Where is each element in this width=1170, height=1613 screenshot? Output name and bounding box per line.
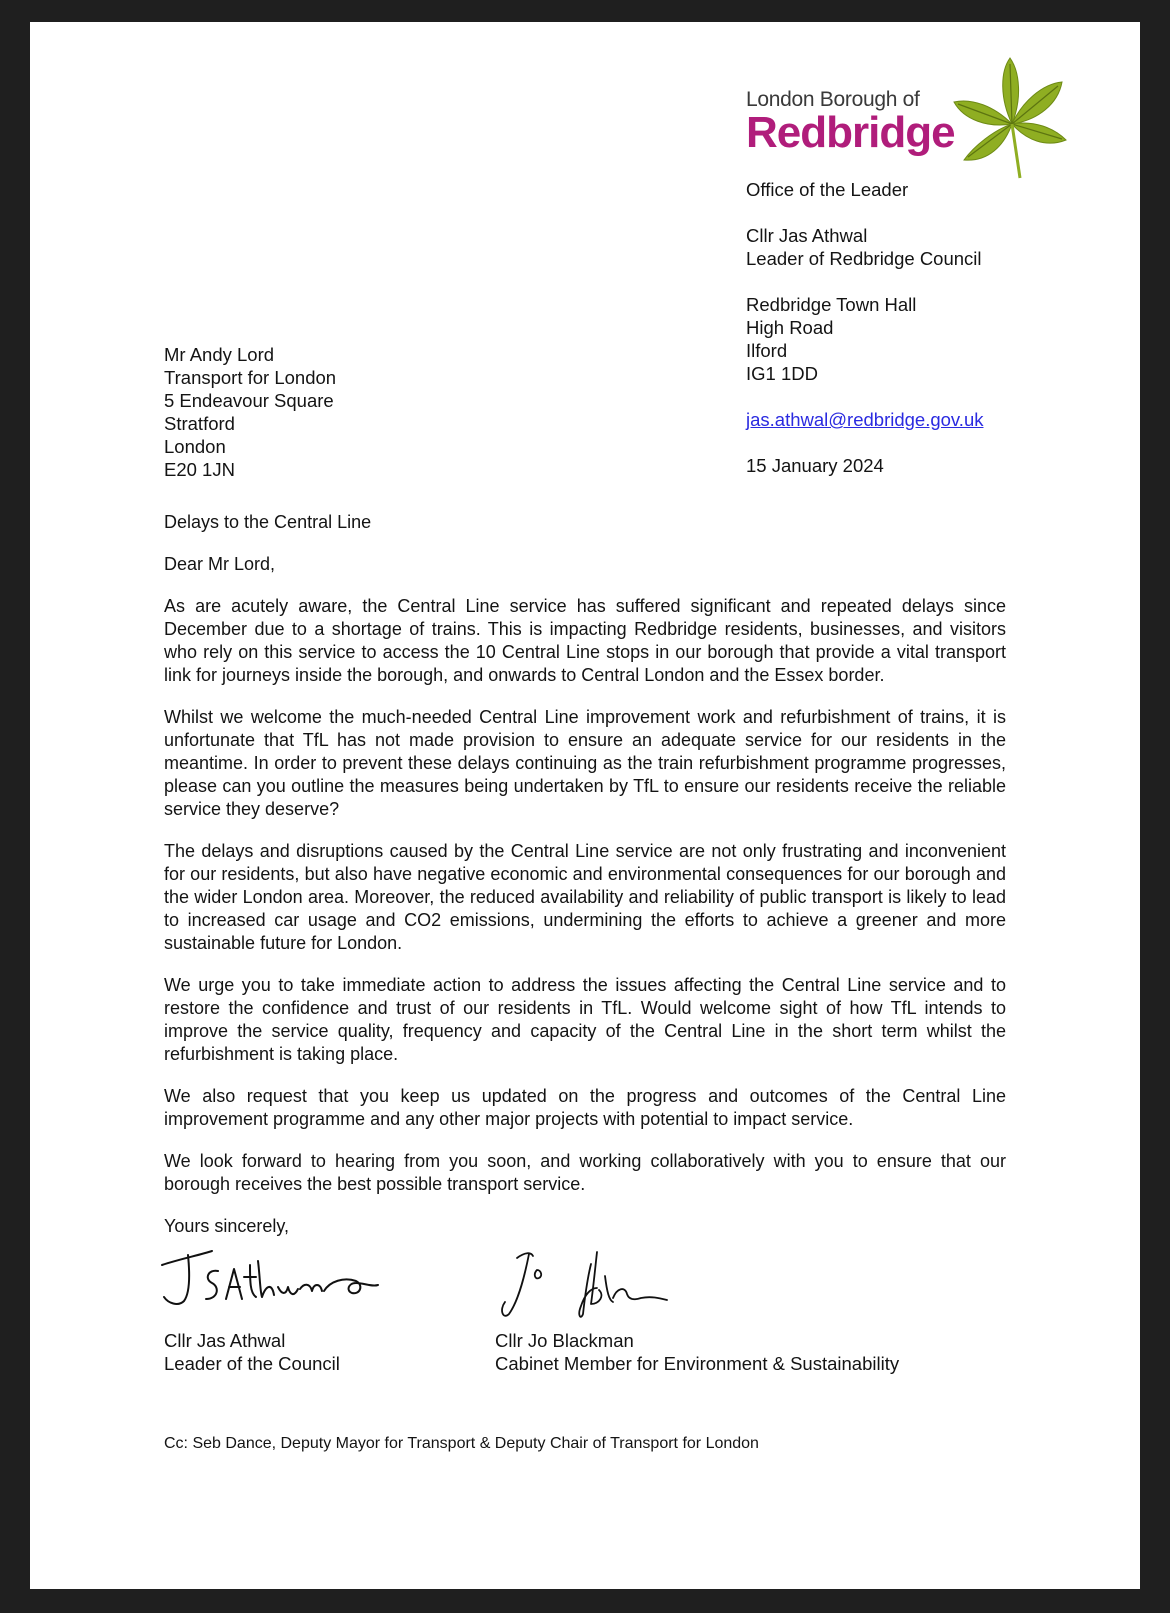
email-link[interactable]: jas.athwal@redbridge.gov.uk — [746, 409, 984, 430]
signature-jo-blackman — [495, 1244, 685, 1324]
closing: Yours sincerely, — [164, 1216, 290, 1236]
logo-line-2: Redbridge — [746, 108, 955, 157]
logo-line-1: London Borough of — [746, 88, 920, 111]
signatory-2 — [495, 1329, 899, 1375]
paragraph: The delays and disruptions caused by the Central Line service are not only frustrating and inconvenient for our residents, but also have negative economic and environmental consequences for our borough and the wider London area. Moreover, the reduced availability and reliability of public transport is likely to lead to increased car usage and CO2 emissions, undermining the efforts to achieve a greener and more sustainable future for London. — [164, 841, 1006, 953]
letter-body — [164, 511, 1006, 1257]
paragraph: We look forward to hearing from you soon, and working collaboratively with you to ensure that our borough receives the best possible transport service. — [164, 1151, 1006, 1194]
address-line: Ilford — [746, 340, 788, 361]
signatory-name: Cllr Jas Athwal — [164, 1330, 286, 1351]
signatory-name: Cllr Jo Blackman — [495, 1330, 634, 1351]
letter-subject: Delays to the Central Line — [164, 512, 372, 532]
sender-block — [746, 178, 983, 477]
address-line: High Road — [746, 317, 834, 338]
recipient-line: London — [164, 436, 226, 457]
paragraph: We urge you to take immediate action to address the issues affecting the Central Line service and to restore the confidence and trust of our residents in TfL. Would welcome sight of how TfL intends to improve the service quality, frequency and capacity of the Central Line in the short term whilst the refurbishment is taking place. — [164, 975, 1006, 1064]
letter-page — [30, 22, 1140, 1589]
signatory-role: Leader of the Council — [164, 1353, 340, 1374]
office-title: Office of the Leader — [746, 179, 909, 200]
paragraph: As are acutely aware, the Central Line service has suffered significant and repeated delays since December due to a shortage of trains. This is impacting Redbridge residents, businesses, and visitors who rely on this service to access the 10 Central Line stops in our borough that provide a vital transport link for journeys inside the borough, and onwards to Central London and the Essex border. — [164, 596, 1006, 685]
paragraph: We also request that you keep us updated on the progress and outcomes of the Central Line improvement programme and any other major projects with potential to impact service. — [164, 1086, 1006, 1129]
sender-name: Cllr Jas Athwal — [746, 225, 868, 246]
paragraph: Whilst we welcome the much-needed Central Line improvement work and refurbishment of trains, it is unfortunate that TfL has not made provision to ensure an adequate service for our residents in the meantime. In order to prevent these delays continuing as the train refurbishment programme progresses, please can you outline the measures being undertaken by TfL to ensure our residents receive the reliable service they deserve? — [164, 707, 1006, 819]
address-line: IG1 1DD — [746, 363, 818, 384]
recipient-block — [164, 343, 336, 481]
address-line: Redbridge Town Hall — [746, 294, 917, 315]
salutation: Dear Mr Lord, — [164, 554, 276, 574]
signatory-role: Cabinet Member for Environment & Sustainability — [495, 1353, 900, 1374]
recipient-line: Mr Andy Lord — [164, 344, 275, 365]
cc-line: Cc: Seb Dance, Deputy Mayor for Transport & Deputy Chair of Transport for London — [164, 1435, 759, 1452]
recipient-line: Transport for London — [164, 367, 337, 388]
sender-title: Leader of Redbridge Council — [746, 248, 982, 269]
recipient-line: E20 1JN — [164, 459, 235, 480]
recipient-line: Stratford — [164, 413, 235, 434]
horse-chestnut-leaf-icon — [950, 54, 1070, 184]
letter-date: 15 January 2024 — [746, 455, 884, 476]
recipient-line: 5 Endeavour Square — [164, 390, 334, 411]
signatory-1 — [164, 1329, 340, 1375]
council-logo — [746, 88, 955, 156]
signature-jas-athwal — [160, 1247, 380, 1317]
